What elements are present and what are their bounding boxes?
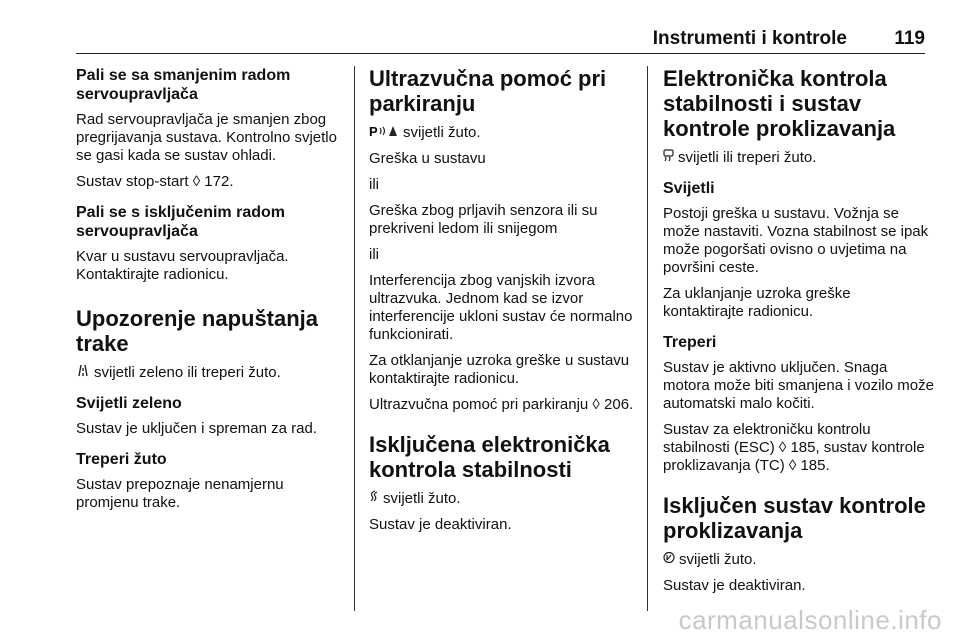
esc-icon xyxy=(663,149,674,167)
page-header xyxy=(76,27,925,54)
tc-off-icon xyxy=(663,551,675,569)
text-flashes: Sustav je aktivno uključen. Snaga motora može biti smanjena i vozilo može automatski malo kočiti. xyxy=(663,359,934,412)
text-lit: Postoji greška u sustavu. Vožnja se može nastaviti. Vozna stabilnost se ipak može pogoršati ovisno o uvjetima na površini ceste. xyxy=(663,205,929,276)
column-divider-2 xyxy=(647,66,648,611)
section-parking-assist: Ultrazvučna pomoć pri parkiranju xyxy=(369,66,607,116)
text-system-fault: Greška u sustavu xyxy=(369,150,486,167)
text-parking-ref: Ultrazvučna pomoć pri parkiranju ◊ 206. xyxy=(369,396,634,413)
section-esc-tc: Elektronička kontrola stabilnosti i sustav kontrole proklizavanja xyxy=(663,66,896,141)
text-steering-off: Kvar u sustavu servoupravljača. Kontaktirajte radionicu. xyxy=(76,248,289,283)
text-fix-fault: Za otklanjanje uzroka greške u sustavu kontaktirajte radionicu. xyxy=(369,352,630,387)
svg-text:P: P xyxy=(369,124,378,137)
esc-off-icon-text: svijetli žuto. xyxy=(383,490,461,507)
text-park-icon-line xyxy=(369,124,641,142)
column-2 xyxy=(369,66,641,542)
page-number: 119 xyxy=(894,28,925,49)
watermark: carmanualsonline.info xyxy=(678,605,942,635)
tc-off-icon-text: svijetli žuto. xyxy=(679,551,757,568)
text-tc-off-icon-line xyxy=(663,551,935,569)
lane-departure-icon xyxy=(76,364,90,382)
text-stop-start-ref: Sustav stop-start ◊ 172. xyxy=(76,173,234,190)
parking-assist-icon xyxy=(369,124,399,142)
column-1 xyxy=(76,66,348,520)
text-esc-off-icon-line xyxy=(369,490,641,508)
heading-lit: Svijetli xyxy=(663,180,715,197)
heading-lit-green: Svijetli zeleno xyxy=(76,395,182,412)
text-flash-ref: Sustav za elektroničku kontrolu stabilnosti (ESC) ◊ 185, sustav kontrole proklizavanja (TC) ◊ 185. xyxy=(663,421,925,474)
heading-flash-yellow: Treperi žuto xyxy=(76,451,167,468)
text-or-2: ili xyxy=(369,246,379,263)
heading-reduced-steering: Pali se sa smanjenim radom servoupravljača xyxy=(76,67,291,103)
text-esc-icon-line xyxy=(663,149,935,167)
column-divider-1 xyxy=(354,66,355,611)
column-3 xyxy=(663,66,935,603)
esc-icon-text: svijetli ili treperi žuto. xyxy=(678,149,817,166)
text-lane-icon-line xyxy=(76,364,348,382)
header-title: Instrumenti i kontrole xyxy=(652,28,847,49)
park-icon-text: svijetli žuto. xyxy=(403,124,481,141)
text-lit-green: Sustav je uključen i spreman za rad. xyxy=(76,420,317,437)
heading-steering-off: Pali se s isključenim radom servoupravljača xyxy=(76,204,285,240)
heading-flashes: Treperi xyxy=(663,334,717,351)
text-lit-fix: Za uklanjanje uzroka greške kontaktirajte radionicu. xyxy=(663,285,851,320)
text-reduced-steering: Rad servoupravljača je smanjen zbog pregrijavanja sustava. Kontrolno svjetlo se gasi kada se sustav ohladi. xyxy=(76,111,337,164)
text-or-1: ili xyxy=(369,176,379,193)
text-esc-deactivated: Sustav je deaktiviran. xyxy=(369,516,512,533)
text-flash-yellow: Sustav prepoznaje nenamjernu promjenu trake. xyxy=(76,476,284,511)
esc-off-icon xyxy=(369,490,379,508)
text-dirty-sensors: Greška zbog prljavih senzora ili su prekriveni ledom ili snijegom xyxy=(369,202,598,237)
section-esc-off: Isključena elektronička kontrola stabilnosti xyxy=(369,432,610,482)
text-interference: Interferencija zbog vanjskih izvora ultrazvuka. Jednom kad se izvor interferencije ukloni sustav će normalno funkcionirati. xyxy=(369,272,633,343)
section-tc-off: Isključen sustav kontrole proklizavanja xyxy=(663,493,926,543)
section-lane-departure: Upozorenje napuštanja trake xyxy=(76,306,319,356)
text-tc-deactivated: Sustav je deaktiviran. xyxy=(663,577,806,594)
lane-icon-text: svijetli zeleno ili treperi žuto. xyxy=(94,364,281,381)
